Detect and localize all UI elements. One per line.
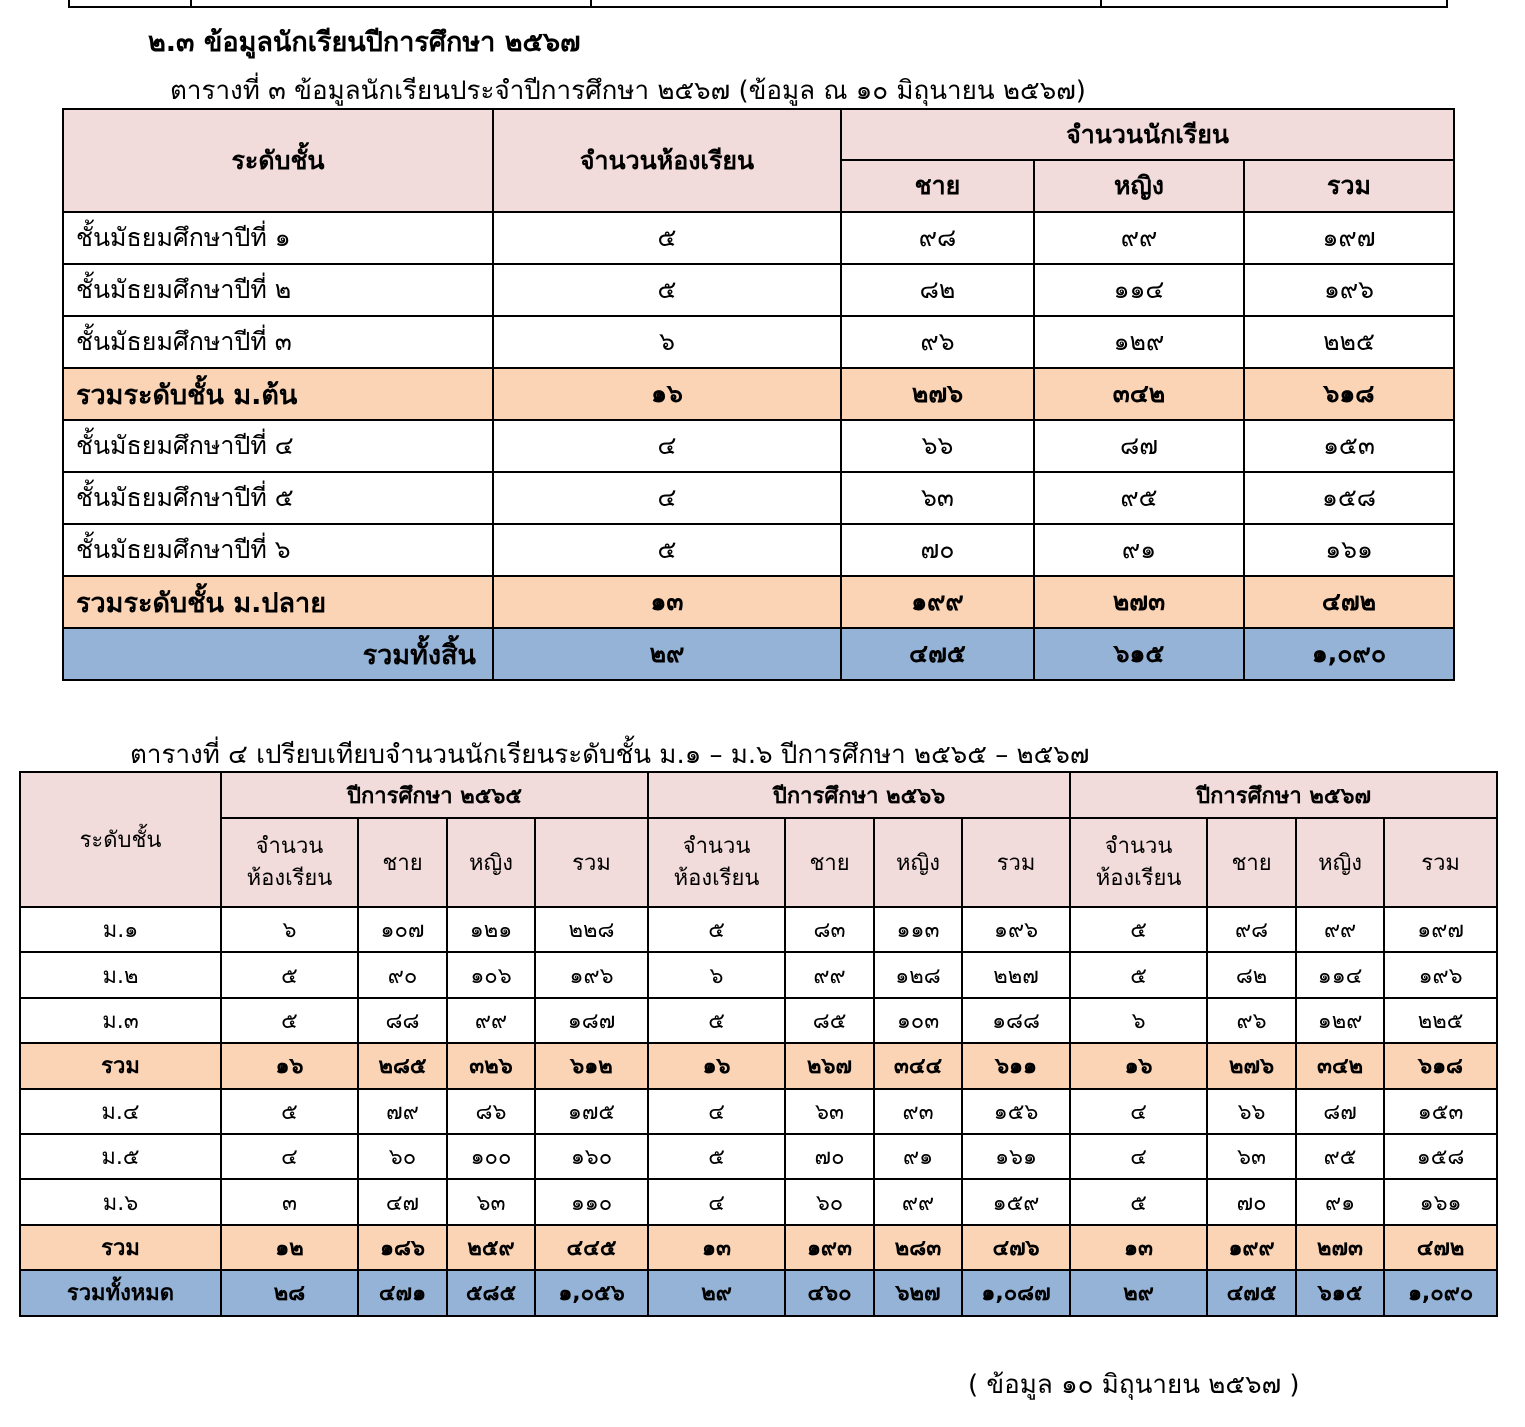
total-2565-cell: ๔๔๕ <box>535 1225 648 1270</box>
grade-cell: รวมระดับชั้น ม.ปลาย <box>63 576 493 628</box>
rooms-2566-cell: ๕ <box>648 998 785 1043</box>
rooms-2567-cell: ๑๓ <box>1070 1225 1207 1270</box>
total-cell: ๑๙๗ <box>1244 212 1454 264</box>
year-2567-header: ปีการศึกษา ๒๕๖๗ <box>1070 772 1497 818</box>
table-row <box>20 907 1497 952</box>
grade-cell: ชั้นมัธยมศึกษาปีที่ ๔ <box>63 420 493 472</box>
female-cell: ๑๑๔ <box>1034 264 1244 316</box>
male-2567-cell: ๑๙๙ <box>1207 1225 1296 1270</box>
table4-body <box>20 907 1497 1316</box>
male-2567-cell: ๙๖ <box>1207 998 1296 1043</box>
male-header: ชาย <box>1207 818 1296 907</box>
female-header: หญิง <box>447 818 535 907</box>
male-2567-cell: ๖๓ <box>1207 1134 1296 1179</box>
grand-total-row <box>20 1270 1497 1315</box>
rooms-2566-cell: ๒๙ <box>648 1270 785 1315</box>
rooms-2567-cell: ๒๙ <box>1070 1270 1207 1315</box>
female-header: หญิง <box>874 818 962 907</box>
female-2566-cell: ๖๒๗ <box>874 1270 962 1315</box>
subtotal-row <box>20 1225 1497 1270</box>
male-2565-cell: ๔๗๑ <box>358 1270 447 1315</box>
grade-cell: รวมทั้งหมด <box>20 1270 221 1315</box>
rooms-header: จำนวน ห้องเรียน <box>648 818 785 907</box>
total-2566-cell: ๒๒๗ <box>962 952 1070 997</box>
male-2567-cell: ๙๘ <box>1207 907 1296 952</box>
rooms-2565-cell: ๑๒ <box>221 1225 358 1270</box>
table-row <box>63 316 1454 368</box>
female-2565-cell: ๑๒๑ <box>447 907 535 952</box>
female-cell: ๙๑ <box>1034 524 1244 576</box>
total-cell: ๑๕๓ <box>1244 420 1454 472</box>
female-2567-cell: ๑๒๙ <box>1296 998 1384 1043</box>
total-cell: ๔๗๒ <box>1244 576 1454 628</box>
rooms-2566-cell: ๖ <box>648 952 785 997</box>
student-table-2567 <box>62 108 1455 681</box>
male-2566-cell: ๖๐ <box>785 1179 874 1224</box>
female-2567-cell: ๑๑๔ <box>1296 952 1384 997</box>
total-cell: ๒๒๕ <box>1244 316 1454 368</box>
total-2566-cell: ๔๗๖ <box>962 1225 1070 1270</box>
rooms-2566-cell: ๑๓ <box>648 1225 785 1270</box>
rooms-header: จำนวน ห้องเรียน <box>1070 818 1207 907</box>
total-2567-cell: ๑๕๓ <box>1384 1089 1497 1134</box>
female-2567-cell: ๓๔๒ <box>1296 1043 1384 1088</box>
total-2566-cell: ๑๕๙ <box>962 1179 1070 1224</box>
female-cell: ๓๔๒ <box>1034 368 1244 420</box>
grade-cell: รวม <box>20 1225 221 1270</box>
total-2565-cell: ๑๘๗ <box>535 998 648 1043</box>
previous-table-bottom-edge <box>68 0 1448 8</box>
total-2567-cell: ๑๕๘ <box>1384 1134 1497 1179</box>
total-cell: ๑,๐๙๐ <box>1244 628 1454 680</box>
table-row <box>63 524 1454 576</box>
total-2567-cell: ๑๙๗ <box>1384 907 1497 952</box>
grade-cell: ชั้นมัธยมศึกษาปีที่ ๖ <box>63 524 493 576</box>
female-2565-cell: ๒๕๙ <box>447 1225 535 1270</box>
rooms-2565-cell: ๒๘ <box>221 1270 358 1315</box>
grade-cell: ม.๔ <box>20 1089 221 1134</box>
year-2565-header: ปีการศึกษา ๒๕๖๕ <box>221 772 648 818</box>
total-2565-cell: ๒๒๘ <box>535 907 648 952</box>
female-cell: ๑๒๙ <box>1034 316 1244 368</box>
male-header: ชาย <box>785 818 874 907</box>
rooms-header: จำนวนห้องเรียน <box>493 109 841 212</box>
female-2567-cell: ๖๑๕ <box>1296 1270 1384 1315</box>
total-2565-cell: ๑๖๐ <box>535 1134 648 1179</box>
total-header: รวม <box>535 818 648 907</box>
male-cell: ๔๗๕ <box>841 628 1034 680</box>
rooms-2565-cell: ๕ <box>221 998 358 1043</box>
grade-cell: ม.๓ <box>20 998 221 1043</box>
female-2565-cell: ๓๒๖ <box>447 1043 535 1088</box>
male-cell: ๖๖ <box>841 420 1034 472</box>
table-row <box>20 952 1497 997</box>
female-2565-cell: ๘๖ <box>447 1089 535 1134</box>
data-date-note: ( ข้อมูล ๑๐ มิถุนายน ๒๕๖๗ ) <box>968 1370 1300 1400</box>
total-cell: ๑๙๖ <box>1244 264 1454 316</box>
total-2567-cell: ๖๑๘ <box>1384 1043 1497 1088</box>
rooms-cell: ๒๙ <box>493 628 841 680</box>
grade-cell: ม.๖ <box>20 1179 221 1224</box>
male-2565-cell: ๘๘ <box>358 998 447 1043</box>
male-2567-cell: ๗๐ <box>1207 1179 1296 1224</box>
rooms-cell: ๑๖ <box>493 368 841 420</box>
rooms-2567-cell: ๔ <box>1070 1134 1207 1179</box>
male-cell: ๙๘ <box>841 212 1034 264</box>
total-2567-cell: ๑,๐๙๐ <box>1384 1270 1497 1315</box>
female-2566-cell: ๙๑ <box>874 1134 962 1179</box>
female-2565-cell: ๑๐๖ <box>447 952 535 997</box>
female-2565-cell: ๖๓ <box>447 1179 535 1224</box>
year-2566-header: ปีการศึกษา ๒๕๖๖ <box>648 772 1070 818</box>
male-cell: ๗๐ <box>841 524 1034 576</box>
total-header: รวม <box>962 818 1070 907</box>
rooms-cell: ๔ <box>493 472 841 524</box>
rooms-2567-cell: ๕ <box>1070 952 1207 997</box>
female-header: หญิง <box>1296 818 1384 907</box>
male-2566-cell: ๑๙๓ <box>785 1225 874 1270</box>
level-header: ระดับชั้น <box>63 109 493 212</box>
total-2567-cell: ๒๒๕ <box>1384 998 1497 1043</box>
male-cell: ๙๖ <box>841 316 1034 368</box>
rooms-2566-cell: ๑๖ <box>648 1043 785 1088</box>
female-header: หญิง <box>1034 160 1244 212</box>
total-2567-cell: ๔๗๒ <box>1384 1225 1497 1270</box>
male-2565-cell: ๑๐๗ <box>358 907 447 952</box>
table3-body <box>63 212 1454 680</box>
grade-cell: รวมระดับชั้น ม.ต้น <box>63 368 493 420</box>
section-heading: ๒.๓ ข้อมูลนักเรียนปีการศึกษา ๒๕๖๗ <box>148 27 581 58</box>
male-header: ชาย <box>358 818 447 907</box>
male-cell: ๖๓ <box>841 472 1034 524</box>
table-row <box>20 998 1497 1043</box>
rooms-2566-cell: ๔ <box>648 1179 785 1224</box>
rooms-2567-cell: ๑๖ <box>1070 1043 1207 1088</box>
male-2566-cell: ๖๓ <box>785 1089 874 1134</box>
female-cell: ๖๑๕ <box>1034 628 1244 680</box>
female-2566-cell: ๑๒๘ <box>874 952 962 997</box>
grade-cell: ม.๕ <box>20 1134 221 1179</box>
rooms-2567-cell: ๕ <box>1070 1179 1207 1224</box>
male-2566-cell: ๒๖๗ <box>785 1043 874 1088</box>
table3-caption: ตารางที่ ๓ ข้อมูลนักเรียนประจำปีการศึกษา ๒๕๖๗ (ข้อมูล ณ ๑๐ มิถุนายน ๒๕๖๗) <box>170 76 1086 106</box>
subtotal-row <box>20 1043 1497 1088</box>
total-2567-cell: ๑๖๑ <box>1384 1179 1497 1224</box>
subtotal-row <box>63 368 1454 420</box>
male-2567-cell: ๔๗๕ <box>1207 1270 1296 1315</box>
female-2567-cell: ๒๗๓ <box>1296 1225 1384 1270</box>
female-cell: ๙๙ <box>1034 212 1244 264</box>
rooms-2567-cell: ๖ <box>1070 998 1207 1043</box>
total-2565-cell: ๑,๐๕๖ <box>535 1270 648 1315</box>
student-comparison-table <box>19 771 1498 1317</box>
male-2565-cell: ๑๘๖ <box>358 1225 447 1270</box>
male-cell: ๘๒ <box>841 264 1034 316</box>
total-2565-cell: ๑๑๐ <box>535 1179 648 1224</box>
male-2566-cell: ๙๙ <box>785 952 874 997</box>
total-2566-cell: ๑๕๖ <box>962 1089 1070 1134</box>
male-2567-cell: ๖๖ <box>1207 1089 1296 1134</box>
rooms-2565-cell: ๔ <box>221 1134 358 1179</box>
total-2565-cell: ๑๙๖ <box>535 952 648 997</box>
total-2566-cell: ๖๑๑ <box>962 1043 1070 1088</box>
male-2565-cell: ๙๐ <box>358 952 447 997</box>
table-row <box>63 420 1454 472</box>
total-header: รวม <box>1384 818 1497 907</box>
male-2567-cell: ๘๒ <box>1207 952 1296 997</box>
total-2566-cell: ๑๘๘ <box>962 998 1070 1043</box>
female-2565-cell: ๕๘๕ <box>447 1270 535 1315</box>
grade-cell: รวมทั้งสิ้น <box>63 628 493 680</box>
female-2565-cell: ๑๐๐ <box>447 1134 535 1179</box>
total-cell: ๖๑๘ <box>1244 368 1454 420</box>
rooms-cell: ๕ <box>493 524 841 576</box>
male-2567-cell: ๒๗๖ <box>1207 1043 1296 1088</box>
rooms-2567-cell: ๔ <box>1070 1089 1207 1134</box>
female-2566-cell: ๑๑๓ <box>874 907 962 952</box>
rooms-2565-cell: ๓ <box>221 1179 358 1224</box>
rooms-cell: ๑๓ <box>493 576 841 628</box>
male-2566-cell: ๔๖๐ <box>785 1270 874 1315</box>
rooms-header: จำนวน ห้องเรียน <box>221 818 358 907</box>
male-2565-cell: ๖๐ <box>358 1134 447 1179</box>
female-2567-cell: ๙๕ <box>1296 1134 1384 1179</box>
female-cell: ๙๕ <box>1034 472 1244 524</box>
female-cell: ๘๗ <box>1034 420 1244 472</box>
male-2566-cell: ๘๓ <box>785 907 874 952</box>
rooms-2565-cell: ๕ <box>221 952 358 997</box>
table-row <box>20 1179 1497 1224</box>
total-2566-cell: ๑๖๑ <box>962 1134 1070 1179</box>
grade-cell: ชั้นมัธยมศึกษาปีที่ ๑ <box>63 212 493 264</box>
female-2566-cell: ๓๔๔ <box>874 1043 962 1088</box>
table4-caption: ตารางที่ ๔ เปรียบเทียบจำนวนนักเรียนระดับชั้น ม.๑ – ม.๖ ปีการศึกษา ๒๕๖๕ – ๒๕๖๗ <box>130 740 1090 770</box>
total-2566-cell: ๑๙๖ <box>962 907 1070 952</box>
total-header: รวม <box>1244 160 1454 212</box>
grade-cell: ม.๑ <box>20 907 221 952</box>
rooms-cell: ๕ <box>493 212 841 264</box>
rooms-2567-cell: ๕ <box>1070 907 1207 952</box>
female-2567-cell: ๘๗ <box>1296 1089 1384 1134</box>
level-header: ระดับชั้น <box>20 772 221 907</box>
table-row <box>63 264 1454 316</box>
male-2566-cell: ๘๕ <box>785 998 874 1043</box>
male-2565-cell: ๗๙ <box>358 1089 447 1134</box>
grade-cell: ชั้นมัธยมศึกษาปีที่ ๒ <box>63 264 493 316</box>
grade-cell: ชั้นมัธยมศึกษาปีที่ ๕ <box>63 472 493 524</box>
students-header: จำนวนนักเรียน <box>841 109 1454 160</box>
female-2566-cell: ๒๘๓ <box>874 1225 962 1270</box>
grade-cell: ชั้นมัธยมศึกษาปีที่ ๓ <box>63 316 493 368</box>
rooms-2566-cell: ๔ <box>648 1089 785 1134</box>
rooms-2566-cell: ๕ <box>648 1134 785 1179</box>
female-2566-cell: ๙๙ <box>874 1179 962 1224</box>
rooms-2565-cell: ๖ <box>221 907 358 952</box>
rooms-cell: ๔ <box>493 420 841 472</box>
female-cell: ๒๗๓ <box>1034 576 1244 628</box>
male-cell: ๑๙๙ <box>841 576 1034 628</box>
male-2566-cell: ๗๐ <box>785 1134 874 1179</box>
female-2567-cell: ๙๑ <box>1296 1179 1384 1224</box>
table-row <box>20 1089 1497 1134</box>
rooms-2565-cell: ๑๖ <box>221 1043 358 1088</box>
grade-cell: รวม <box>20 1043 221 1088</box>
table-row <box>63 212 1454 264</box>
subtotal-row <box>63 576 1454 628</box>
rooms-cell: ๖ <box>493 316 841 368</box>
female-2566-cell: ๙๓ <box>874 1089 962 1134</box>
male-cell: ๒๗๖ <box>841 368 1034 420</box>
total-2566-cell: ๑,๐๘๗ <box>962 1270 1070 1315</box>
female-2567-cell: ๙๙ <box>1296 907 1384 952</box>
table-row <box>20 1134 1497 1179</box>
grand-total-row <box>63 628 1454 680</box>
table-row <box>63 472 1454 524</box>
total-2565-cell: ๑๗๕ <box>535 1089 648 1134</box>
grade-cell: ม.๒ <box>20 952 221 997</box>
male-header: ชาย <box>841 160 1034 212</box>
rooms-cell: ๕ <box>493 264 841 316</box>
female-2565-cell: ๙๙ <box>447 998 535 1043</box>
male-2565-cell: ๒๘๕ <box>358 1043 447 1088</box>
total-cell: ๑๖๑ <box>1244 524 1454 576</box>
total-2565-cell: ๖๑๒ <box>535 1043 648 1088</box>
female-2566-cell: ๑๐๓ <box>874 998 962 1043</box>
total-cell: ๑๕๘ <box>1244 472 1454 524</box>
rooms-2566-cell: ๕ <box>648 907 785 952</box>
male-2565-cell: ๔๗ <box>358 1179 447 1224</box>
rooms-2565-cell: ๕ <box>221 1089 358 1134</box>
total-2567-cell: ๑๙๖ <box>1384 952 1497 997</box>
